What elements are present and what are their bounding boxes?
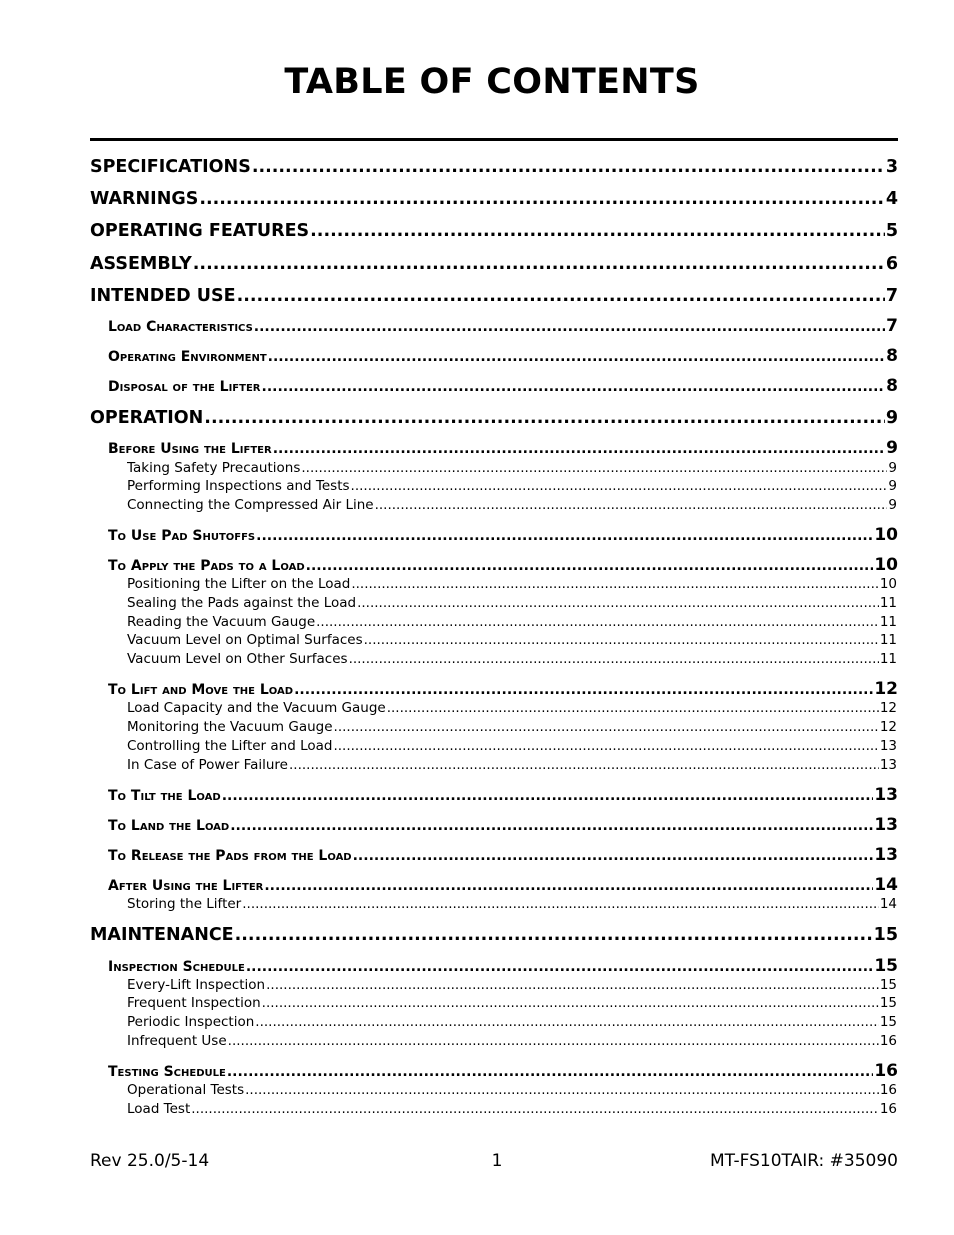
toc-entry-page: 9: [886, 439, 898, 458]
toc-entry[interactable]: [127, 614, 897, 630]
toc-entry-page: 12: [879, 719, 897, 735]
toc-entry[interactable]: [127, 896, 897, 912]
toc-entry[interactable]: [108, 526, 898, 545]
toc-leader-dots: [204, 408, 885, 428]
toc-entry-page: 11: [879, 632, 897, 648]
toc-entry-label: ASSEMBLY: [90, 254, 192, 274]
toc-entry-label: To Lift and Move the Load: [108, 682, 294, 698]
toc-entry-label: SPECIFICATIONS: [90, 157, 251, 177]
toc-entry[interactable]: [90, 157, 898, 177]
toc-entry[interactable]: [127, 995, 897, 1011]
footer-document-id: MT-FS10TAIR: #35090: [710, 1151, 898, 1171]
toc-leader-dots: [246, 958, 874, 976]
toc-entry-page: 11: [879, 595, 897, 611]
toc-leader-dots: [364, 632, 879, 648]
toc-entry-label: Connecting the Compressed Air Line: [127, 497, 374, 513]
toc-entry[interactable]: [108, 876, 898, 895]
toc-entry[interactable]: [127, 977, 897, 993]
toc-entry-label: Operational Tests: [127, 1082, 245, 1098]
toc-entry-page: 9: [888, 460, 897, 476]
toc-leader-dots: [268, 348, 886, 366]
toc-entry[interactable]: [108, 556, 898, 575]
toc-entry[interactable]: [127, 632, 897, 648]
toc-entry[interactable]: [90, 408, 898, 428]
toc-entry-label: Infrequent Use: [127, 1033, 227, 1049]
toc-entry-page: 13: [874, 846, 898, 865]
toc-entry-label: In Case of Power Failure: [127, 757, 288, 773]
toc-leader-dots: [255, 1014, 879, 1030]
toc-leader-dots: [262, 378, 886, 396]
toc-leader-dots: [256, 527, 873, 545]
toc-leader-dots: [349, 651, 879, 667]
toc-leader-dots: [245, 1082, 879, 1098]
toc-entry-label: To Land the Load: [108, 818, 230, 834]
toc-entry-label: To Tilt the Load: [108, 788, 221, 804]
toc-leader-dots: [228, 1033, 879, 1049]
toc-entry[interactable]: [127, 738, 897, 754]
toc-entry-page: 15: [879, 995, 897, 1011]
toc-entry[interactable]: [127, 1082, 897, 1098]
toc-entry[interactable]: [108, 317, 898, 336]
toc-leader-dots: [266, 977, 879, 993]
toc-entry[interactable]: [108, 680, 898, 699]
toc-entry[interactable]: [127, 478, 897, 494]
toc-entry[interactable]: [127, 1101, 897, 1117]
toc-entry-page: 16: [879, 1033, 897, 1049]
toc-entry-label: Vacuum Level on Optimal Surfaces: [127, 632, 363, 648]
toc-leader-dots: [222, 787, 874, 805]
toc-leader-dots: [294, 681, 873, 699]
toc-entry[interactable]: [127, 700, 897, 716]
toc-entry-page: 16: [874, 1062, 898, 1081]
toc-entry-label: Sealing the Pads against the Load: [127, 595, 357, 611]
toc-entry-page: 9: [888, 478, 897, 494]
toc-entry[interactable]: [108, 347, 898, 366]
toc-leader-dots: [252, 157, 885, 177]
toc-leader-dots: [334, 719, 879, 735]
toc-entry-label: INTENDED USE: [90, 286, 236, 306]
toc-leader-dots: [264, 877, 873, 895]
toc-entry[interactable]: [127, 757, 897, 773]
toc-entry-page: 10: [874, 556, 898, 575]
toc-entry[interactable]: [127, 460, 897, 476]
toc-entry-page: 13: [879, 738, 897, 754]
toc-entry-page: 10: [879, 576, 897, 592]
toc-entry-label: Inspection Schedule: [108, 959, 245, 975]
toc-entry[interactable]: [127, 719, 897, 735]
toc-entry-page: 16: [879, 1082, 897, 1098]
toc-leader-dots: [273, 440, 885, 458]
toc-leader-dots: [375, 497, 888, 513]
toc-entry[interactable]: [90, 254, 898, 274]
toc-entry[interactable]: [108, 786, 898, 805]
toc-leader-dots: [242, 896, 879, 912]
toc-entry-page: 13: [874, 786, 898, 805]
toc-entry-label: Taking Safety Precautions: [127, 460, 301, 476]
toc-entry-page: 8: [886, 347, 898, 366]
toc-entry[interactable]: [127, 1014, 897, 1030]
toc-leader-dots: [353, 847, 874, 865]
toc-entry[interactable]: [108, 377, 898, 396]
toc-leader-dots: [199, 189, 885, 209]
toc-entry-page: 14: [874, 876, 898, 895]
toc-leader-dots: [235, 925, 873, 945]
toc-leader-dots: [262, 995, 879, 1011]
toc-entry-label: Storing the Lifter: [127, 896, 242, 912]
toc-entry[interactable]: [127, 497, 897, 513]
toc-leader-dots: [254, 318, 885, 336]
toc-entry-label: WARNINGS: [90, 189, 199, 209]
toc-leader-dots: [193, 254, 885, 274]
toc-entry-label: Performing Inspections and Tests: [127, 478, 350, 494]
toc-entry-label: To Apply the Pads to a Load: [108, 558, 305, 574]
toc-leader-dots: [306, 557, 874, 575]
toc-entry-page: 11: [879, 614, 897, 630]
toc-entry[interactable]: [90, 925, 898, 945]
toc-entry-page: 15: [874, 957, 898, 976]
toc-entry-page: 8: [886, 377, 898, 396]
toc-leader-dots: [357, 595, 879, 611]
toc-entry-page: 15: [879, 977, 897, 993]
toc-leader-dots: [227, 1063, 874, 1081]
toc-entry-label: Load Test: [127, 1101, 191, 1117]
toc-entry-page: 11: [879, 651, 897, 667]
toc-leader-dots: [387, 700, 879, 716]
toc-leader-dots: [237, 286, 885, 306]
toc-entry[interactable]: [90, 189, 898, 209]
toc-entry-label: After Using the Lifter: [108, 878, 264, 894]
toc-entry-page: 4: [885, 189, 898, 209]
toc-entry[interactable]: [90, 286, 898, 306]
toc-leader-dots: [351, 576, 878, 592]
toc-entry[interactable]: [108, 816, 898, 835]
toc-entry-label: To Release the Pads from the Load: [108, 848, 352, 864]
toc-leader-dots: [301, 460, 887, 476]
toc-entry-page: 5: [885, 221, 898, 241]
toc-entry-page: 12: [879, 700, 897, 716]
toc-entry-label: To Use Pad Shutoffs: [108, 528, 256, 544]
toc-entry-page: 16: [879, 1101, 897, 1117]
footer-page-number: 1: [491, 1151, 503, 1171]
toc-entry-page: 13: [879, 757, 897, 773]
toc-entry-label: Periodic Inspection: [127, 1014, 255, 1030]
toc-entry-label: Disposal of the Lifter: [108, 379, 261, 395]
toc-entry[interactable]: [127, 651, 897, 667]
toc-leader-dots: [230, 817, 873, 835]
toc-leader-dots: [310, 221, 885, 241]
toc-entry-label: OPERATION: [90, 408, 204, 428]
toc-leader-dots: [191, 1101, 879, 1117]
toc-entry[interactable]: [90, 221, 898, 241]
toc-entry-label: Every-Lift Inspection: [127, 977, 266, 993]
toc-entry-page: 9: [888, 497, 897, 513]
toc-entry[interactable]: [127, 1033, 897, 1049]
toc-entry-label: Controlling the Lifter and Load: [127, 738, 333, 754]
toc-entry-page: 10: [874, 526, 898, 545]
toc-leader-dots: [351, 478, 888, 494]
toc-entry-label: Testing Schedule: [108, 1064, 226, 1080]
toc-entry-label: MAINTENANCE: [90, 925, 234, 945]
toc-entry-page: 7: [885, 286, 898, 306]
toc-leader-dots: [316, 614, 879, 630]
toc-entry[interactable]: [108, 957, 898, 976]
toc-entry-page: 15: [879, 1014, 897, 1030]
toc-entry-page: 9: [885, 408, 898, 428]
toc-entry-page: 6: [885, 254, 898, 274]
toc-entry-page: 14: [879, 896, 897, 912]
toc-entry-label: Monitoring the Vacuum Gauge: [127, 719, 333, 735]
toc-entry-label: Operating Environment: [108, 349, 267, 365]
toc-entry-page: 7: [886, 317, 898, 336]
toc-entry-label: Before Using the Lifter: [108, 441, 272, 457]
toc-entry-label: OPERATING FEATURES: [90, 221, 310, 241]
toc-entry-label: Positioning the Lifter on the Load: [127, 576, 351, 592]
page-title: TABLE OF CONTENTS: [284, 62, 700, 102]
toc-entry[interactable]: [108, 439, 898, 458]
toc-entry[interactable]: [108, 1062, 898, 1081]
footer-revision: Rev 25.0/5-14: [90, 1151, 210, 1171]
toc-leader-dots: [289, 757, 879, 773]
toc-entry[interactable]: [127, 595, 897, 611]
page-footer: [90, 1151, 898, 1173]
toc-entry[interactable]: [127, 576, 897, 592]
toc-entry-label: Load Characteristics: [108, 319, 253, 335]
toc-entry-page: 15: [873, 925, 898, 945]
toc-entry[interactable]: [108, 846, 898, 865]
toc-entry-label: Load Capacity and the Vacuum Gauge: [127, 700, 386, 716]
toc-entry-page: 13: [874, 816, 898, 835]
toc-leader-dots: [333, 738, 878, 754]
toc-entry-label: Vacuum Level on Other Surfaces: [127, 651, 348, 667]
toc-entry-page: 3: [885, 157, 898, 177]
toc-entry-page: 12: [874, 680, 898, 699]
toc-entry-label: Reading the Vacuum Gauge: [127, 614, 316, 630]
toc-entry-label: Frequent Inspection: [127, 995, 261, 1011]
